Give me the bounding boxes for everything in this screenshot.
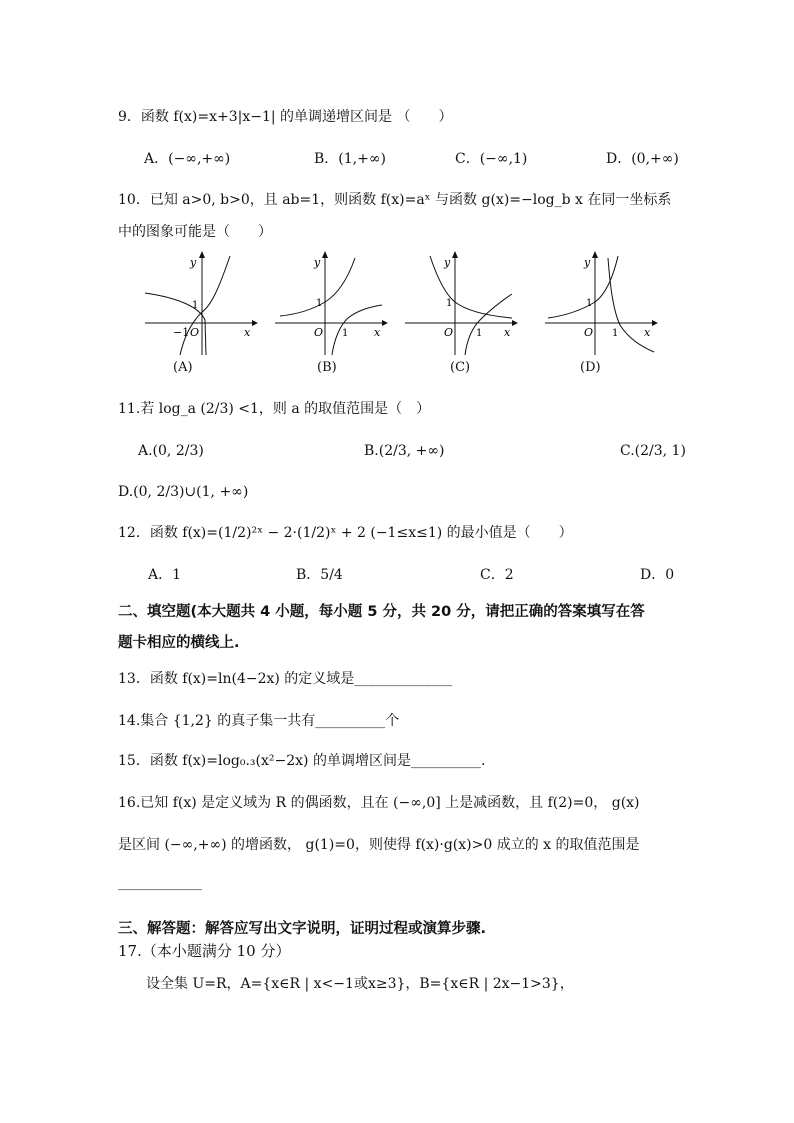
graph-c-curve-f — [430, 256, 512, 318]
graph-a-y-label: y — [190, 256, 197, 269]
graph-b-label: (B) — [317, 360, 337, 375]
graph-b-origin: O — [314, 326, 324, 339]
q16-answer-blank: ____________ — [118, 875, 202, 891]
graph-b-x-label: x — [374, 326, 381, 339]
q10-stem-line2: 中的图象可能是（ ） — [118, 224, 272, 240]
graph-b-tick-one-x: 1 — [342, 328, 349, 339]
q12-option-c: C．2 — [480, 567, 514, 583]
graph-c-label: (C) — [450, 360, 471, 375]
graph-d-y-label: y — [584, 256, 591, 269]
q9-option-d: D．(0,+∞) — [606, 151, 679, 167]
graph-a-x-label: x — [244, 326, 251, 339]
q12-option-d: D．0 — [640, 567, 675, 583]
graph-d-curve-f — [548, 256, 618, 318]
graph-c-origin: O — [444, 326, 454, 339]
graph-c-curve-g — [465, 294, 512, 355]
q15: 15．函数 f(x)=log₀.₃(x²−2x) 的单调增区间是__________. — [118, 753, 486, 769]
graph-d-x-label: x — [644, 326, 651, 339]
q14: 14.集合 {1,2} 的真子集一共有__________个 — [118, 713, 400, 729]
graph-a-tick-one: 1 — [192, 300, 199, 311]
graph-b-tick-one-y: 1 — [316, 298, 323, 309]
graph-a-label: (A) — [173, 360, 193, 375]
q17-title: 17.（本小题满分 10 分） — [118, 942, 291, 960]
q9-option-b: B．(1,+∞) — [314, 151, 386, 167]
section2-heading-line1: 二、填空题(本大题共 4 小题，每小题 5 分，共 20 分，请把正确的答案填写在答 — [118, 604, 645, 620]
q9-option-a: A．(−∞,+∞) — [144, 151, 231, 167]
q10-stem-line1: 10．已知 a>0, b>0，且 ab=1，则函数 f(x)=aˣ 与函数 g(x)=−log_b x 在同一坐标系 — [118, 192, 672, 208]
q11-option-d: D.(0, 2/3)∪(1, +∞) — [118, 484, 249, 500]
graph-d-label: (D) — [580, 360, 601, 375]
q11-option-a: A.(0, 2/3) — [138, 443, 204, 459]
q17-body: 设全集 U=R，A={x∈R | x<−1或x≥3}，B={x∈R | 2x−1>3}， — [146, 976, 574, 992]
graph-d-tick-one-x: 1 — [612, 328, 619, 339]
q11-option-c: C.(2/3, 1) — [620, 443, 686, 459]
q11-stem: 11.若 log_a (2/3) <1，则 a 的取值范围是（ ） — [118, 401, 431, 417]
graph-c-tick-one-x: 1 — [476, 328, 483, 339]
graph-d-tick-one-y: 1 — [586, 298, 593, 309]
graph-c-y-label: y — [444, 256, 451, 269]
q16-line1: 16.已知 f(x) 是定义域为 R 的偶函数，且在 (−∞,0] 上是减函数，且 f(2)=0， g(x) — [118, 795, 640, 811]
q16-line2: 是区间 (−∞,+∞) 的增函数， g(1)=0，则使得 f(x)·g(x)>0 成立的 x 的取值范围是 — [118, 837, 640, 853]
q12-option-a: A．1 — [148, 567, 182, 583]
graph-a — [140, 250, 260, 360]
q12-stem: 12．函数 f(x)=(1/2)²ˣ − 2·(1/2)ˣ + 2 (−1≤x≤1) 的最小值是（ ） — [118, 525, 573, 541]
q12-option-b: B．5/4 — [296, 567, 343, 583]
q11-option-b: B.(2/3, +∞) — [364, 443, 445, 459]
graph-d-origin: O — [584, 326, 594, 339]
section2-heading-line2: 题卡相应的横线上. — [118, 635, 240, 651]
section3-heading: 三、解答题：解答应写出文字说明，证明过程或演算步骤. — [118, 921, 487, 937]
graph-d — [540, 250, 660, 360]
graph-b-y-label: y — [314, 256, 321, 269]
graph-a-origin: O — [190, 326, 200, 339]
graph-c — [400, 250, 520, 360]
graph-c-tick-one-y: 1 — [446, 298, 453, 309]
q13: 13．函数 f(x)=ln(4−2x) 的定义域是______________ — [118, 671, 453, 687]
q9-stem: 9．函数 f(x)=x+3|x−1| 的单调递增区间是 （ ） — [118, 109, 453, 125]
graph-b — [270, 250, 390, 360]
graph-a-tick-minus-one: −1 — [173, 326, 190, 339]
graph-a-curve-f — [180, 256, 230, 355]
q9-option-c: C．(−∞,1) — [455, 151, 528, 167]
graph-c-x-label: x — [504, 326, 511, 339]
